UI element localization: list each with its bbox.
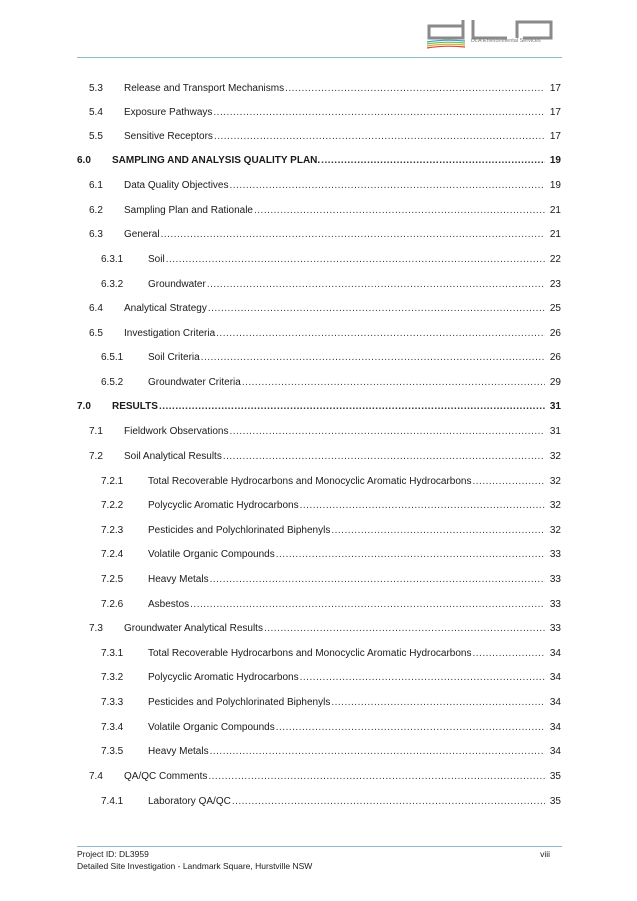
- toc-entry[interactable]: [0, 769, 637, 785]
- toc-entry-page: 19: [549, 155, 561, 166]
- toc-entry[interactable]: [0, 424, 637, 440]
- toc-entry-number: 7.3.4: [101, 722, 124, 733]
- toc-leader-dots: [223, 449, 545, 465]
- toc-entry[interactable]: [0, 547, 637, 563]
- toc-entry-label-wrap: [124, 301, 545, 317]
- toc-entry-number: 6.5: [89, 328, 103, 339]
- toc-leader-dots: [472, 474, 545, 490]
- toc-entry-label-wrap: [124, 769, 545, 785]
- toc-entry-label[interactable]: General: [124, 227, 161, 243]
- toc-entry-label[interactable]: Groundwater Analytical Results: [124, 621, 264, 637]
- toc-leader-dots: [210, 744, 545, 760]
- toc-entry-label[interactable]: Data Quality Objectives: [124, 178, 230, 194]
- toc-entry[interactable]: [0, 670, 637, 686]
- toc-entry-page: 34: [549, 746, 561, 757]
- toc-entry-label-wrap: [148, 350, 545, 366]
- toc-entry[interactable]: [0, 203, 637, 219]
- toc-leader-dots: [264, 621, 545, 637]
- toc-entry-page: 17: [549, 131, 561, 142]
- dla-logo: [425, 18, 565, 54]
- footer-rule: [77, 846, 562, 847]
- toc-entry-label-wrap: [124, 424, 545, 440]
- toc-entry-page: 35: [549, 796, 561, 807]
- toc-entry-label[interactable]: QA/QC Comments: [124, 769, 208, 785]
- toc-entry-label-wrap: [112, 153, 545, 169]
- toc-entry-label[interactable]: Volatile Organic Compounds: [148, 720, 276, 736]
- toc-leader-dots: [214, 129, 545, 145]
- toc-leader-dots: [216, 326, 545, 342]
- toc-entry-page: 23: [549, 279, 561, 290]
- header-rule: [77, 57, 562, 58]
- toc-entry-number: 7.2.6: [101, 599, 124, 610]
- toc-entry-page: 32: [549, 500, 561, 511]
- toc-entry[interactable]: [0, 621, 637, 637]
- toc-leader-dots: [210, 572, 545, 588]
- toc-entry[interactable]: [0, 523, 637, 539]
- toc-entry-number: 5.3: [89, 83, 103, 94]
- toc-leader-dots: [254, 203, 545, 219]
- toc-entry-label-wrap: [148, 744, 545, 760]
- toc-entry-label-wrap: [148, 794, 545, 810]
- toc-entry[interactable]: [0, 81, 637, 97]
- toc-entry[interactable]: [0, 277, 637, 293]
- toc-entry-label[interactable]: Total Recoverable Hydrocarbons and Monocyclic Aromatic Hydrocarbons: [148, 646, 472, 662]
- toc-leader-dots: [161, 227, 545, 243]
- toc-entry-page: 25: [549, 303, 561, 314]
- toc-entry-page: 35: [549, 771, 561, 782]
- toc-entry-label-wrap: [124, 621, 545, 637]
- toc-entry-number: 7.2.1: [101, 476, 124, 487]
- toc-entry-number: 7.2.3: [101, 525, 124, 536]
- toc-entry-label[interactable]: Groundwater: [148, 277, 207, 293]
- toc-leader-dots: [201, 350, 545, 366]
- toc-entry[interactable]: [0, 572, 637, 588]
- logo-subtitle: DLA Environmental Services: [471, 38, 541, 44]
- toc-entry-page: 29: [549, 377, 561, 388]
- toc-entry-label[interactable]: Sampling Plan and Rationale: [124, 203, 254, 219]
- toc-leader-dots: [213, 105, 545, 121]
- toc-entry-label[interactable]: Total Recoverable Hydrocarbons and Monocyclic Aromatic Hydrocarbons: [148, 474, 472, 490]
- toc-entry-label-wrap: [148, 474, 545, 490]
- toc-entry-number: 7.1: [89, 426, 103, 437]
- toc-leader-dots: [472, 646, 545, 662]
- toc-entry-label[interactable]: Soil Analytical Results: [124, 449, 223, 465]
- toc-leader-dots: [230, 178, 546, 194]
- footer-project-id: Project ID: DL3959: [77, 849, 149, 859]
- toc-leader-dots: [300, 670, 545, 686]
- toc-entry[interactable]: [0, 153, 637, 169]
- toc-entry[interactable]: [0, 597, 637, 613]
- dla-logo-graphic: [425, 18, 565, 54]
- toc-entry-label-wrap: [148, 646, 545, 662]
- toc-entry-label-wrap: [148, 597, 545, 613]
- toc-entry-number: 7.4: [89, 771, 103, 782]
- toc-entry-page: 19: [549, 180, 561, 191]
- toc-entry-page: 32: [549, 525, 561, 536]
- toc-entry-label[interactable]: Exposure Pathways: [124, 105, 213, 121]
- toc-entry-page: 26: [549, 328, 561, 339]
- toc-leader-dots: [242, 375, 545, 391]
- toc-entry[interactable]: [0, 449, 637, 465]
- toc-entry-label-wrap: [124, 81, 545, 97]
- toc-entry[interactable]: [0, 498, 637, 514]
- toc-entry-label-wrap: [148, 252, 545, 268]
- footer-document-title: Detailed Site Investigation - Landmark Square, Hurstville NSW: [77, 861, 313, 871]
- toc-leader-dots: [285, 81, 545, 97]
- toc-entry[interactable]: [0, 252, 637, 268]
- toc-entry-label[interactable]: SAMPLING AND ANALYSIS QUALITY PLAN.: [112, 153, 321, 169]
- toc-leader-dots: [321, 153, 545, 169]
- toc-entry[interactable]: [0, 375, 637, 391]
- toc-entry[interactable]: [0, 227, 637, 243]
- toc-entry-label[interactable]: Fieldwork Observations: [124, 424, 229, 440]
- toc-entry-page: 32: [549, 476, 561, 487]
- toc-entry[interactable]: [0, 178, 637, 194]
- toc-entry-number: 7.2.4: [101, 549, 124, 560]
- toc-entry-number: 6.5.2: [101, 377, 124, 388]
- toc-entry-label[interactable]: Polycyclic Aromatic Hydrocarbons: [148, 670, 300, 686]
- toc-entry-number: 5.4: [89, 107, 103, 118]
- toc-entry-label[interactable]: Volatile Organic Compounds: [148, 547, 276, 563]
- toc-entry-label[interactable]: Asbestos: [148, 597, 190, 613]
- toc-entry-page: 17: [549, 107, 561, 118]
- toc-entry-number: 7.3: [89, 623, 103, 634]
- toc-entry[interactable]: [0, 301, 637, 317]
- toc-entry-label[interactable]: Analytical Strategy: [124, 301, 208, 317]
- toc-entry-page: 31: [549, 401, 561, 412]
- toc-entry-label[interactable]: Groundwater Criteria: [148, 375, 242, 391]
- toc-entry-label[interactable]: Soil Criteria: [148, 350, 201, 366]
- toc-entry-page: 21: [549, 229, 561, 240]
- toc-leader-dots: [331, 695, 545, 711]
- toc-entry-number: 6.3.1: [101, 254, 124, 265]
- toc-entry-number: 7.2: [89, 451, 103, 462]
- toc-entry[interactable]: [0, 326, 637, 342]
- toc-entry-label-wrap: [148, 695, 545, 711]
- toc-entry-label[interactable]: Sensitive Receptors: [124, 129, 214, 145]
- toc-entry-page: 21: [549, 205, 561, 216]
- toc-entry-page: 34: [549, 672, 561, 683]
- toc-entry-number: 6.4: [89, 303, 103, 314]
- toc-entry-page: 26: [549, 352, 561, 363]
- toc-leader-dots: [331, 523, 545, 539]
- toc-entry-label[interactable]: Soil: [148, 252, 166, 268]
- toc-entry-number: 7.2.5: [101, 574, 124, 585]
- toc-entry-label[interactable]: Release and Transport Mechanisms: [124, 81, 285, 97]
- toc-leader-dots: [207, 277, 545, 293]
- toc-entry-label-wrap: [148, 547, 545, 563]
- toc-entry[interactable]: [0, 350, 637, 366]
- toc-entry-label[interactable]: Pesticides and Polychlorinated Biphenyls: [148, 523, 331, 539]
- toc-entry[interactable]: [0, 794, 637, 810]
- toc-leader-dots: [300, 498, 545, 514]
- toc-entry-label-wrap: [148, 523, 545, 539]
- toc-entry-label[interactable]: Laboratory QA/QC: [148, 794, 232, 810]
- toc-entry-page: 34: [549, 697, 561, 708]
- toc-entry-number: 5.5: [89, 131, 103, 142]
- toc-entry-label-wrap: [148, 670, 545, 686]
- toc-entry[interactable]: [0, 646, 637, 662]
- toc-entry-label-wrap: [148, 720, 545, 736]
- toc-entry[interactable]: [0, 399, 637, 415]
- toc-entry-label-wrap: [124, 203, 545, 219]
- toc-entry-page: 33: [549, 599, 561, 610]
- toc-entry[interactable]: [0, 695, 637, 711]
- toc-leader-dots: [208, 769, 545, 785]
- toc-entry-label-wrap: [148, 572, 545, 588]
- toc-entry-label-wrap: [124, 178, 545, 194]
- toc-entry-label-wrap: [124, 105, 545, 121]
- toc-entry-number: 7.3.1: [101, 648, 124, 659]
- toc-entry-number: 7.0: [77, 401, 91, 412]
- toc-entry-page: 32: [549, 451, 561, 462]
- toc-leader-dots: [208, 301, 545, 317]
- toc-entry[interactable]: [0, 105, 637, 121]
- toc-entry-number: 7.3.3: [101, 697, 124, 708]
- toc-entry-label[interactable]: RESULTS: [112, 399, 159, 415]
- toc-entry-label[interactable]: Pesticides and Polychlorinated Biphenyls: [148, 695, 331, 711]
- toc-entry-label[interactable]: Heavy Metals: [148, 572, 210, 588]
- toc-entry-label-wrap: [124, 326, 545, 342]
- toc-entry-page: 17: [549, 83, 561, 94]
- toc-entry-label-wrap: [112, 399, 545, 415]
- toc-entry-number: 6.2: [89, 205, 103, 216]
- toc-entry[interactable]: [0, 744, 637, 760]
- toc-leader-dots: [276, 720, 545, 736]
- toc-entry-number: 6.5.1: [101, 352, 124, 363]
- toc-entry-number: 7.3.5: [101, 746, 124, 757]
- toc-entry-label-wrap: [124, 129, 545, 145]
- toc-entry-page: 34: [549, 648, 561, 659]
- toc-leader-dots: [190, 597, 545, 613]
- toc-leader-dots: [229, 424, 545, 440]
- toc-entry-label[interactable]: Polycyclic Aromatic Hydrocarbons: [148, 498, 300, 514]
- toc-entry-label-wrap: [148, 375, 545, 391]
- toc-entry-label-wrap: [124, 449, 545, 465]
- toc-entry-number: 7.4.1: [101, 796, 124, 807]
- toc-entry-page: 31: [549, 426, 561, 437]
- toc-entry-number: 6.3: [89, 229, 103, 240]
- toc-leader-dots: [159, 399, 545, 415]
- toc-entry-page: 33: [549, 574, 561, 585]
- toc-entry-label-wrap: [124, 227, 545, 243]
- toc-entry[interactable]: [0, 474, 637, 490]
- footer-page-number: viii: [540, 849, 550, 859]
- toc-entry-number: 6.1: [89, 180, 103, 191]
- toc-entry[interactable]: [0, 129, 637, 145]
- toc-entry-label[interactable]: Investigation Criteria: [124, 326, 216, 342]
- toc-leader-dots: [276, 547, 545, 563]
- toc-entry-label-wrap: [148, 277, 545, 293]
- toc-entry-page: 22: [549, 254, 561, 265]
- toc-entry-label-wrap: [148, 498, 545, 514]
- toc-entry[interactable]: [0, 720, 637, 736]
- toc-entry-page: 34: [549, 722, 561, 733]
- toc-entry-number: 7.2.2: [101, 500, 124, 511]
- toc-entry-page: 33: [549, 549, 561, 560]
- toc-entry-page: 33: [549, 623, 561, 634]
- toc-entry-number: 6.0: [77, 155, 91, 166]
- toc-entry-number: 6.3.2: [101, 279, 124, 290]
- toc-entry-number: 7.3.2: [101, 672, 124, 683]
- toc-leader-dots: [166, 252, 545, 268]
- toc-leader-dots: [232, 794, 545, 810]
- toc-entry-label[interactable]: Heavy Metals: [148, 744, 210, 760]
